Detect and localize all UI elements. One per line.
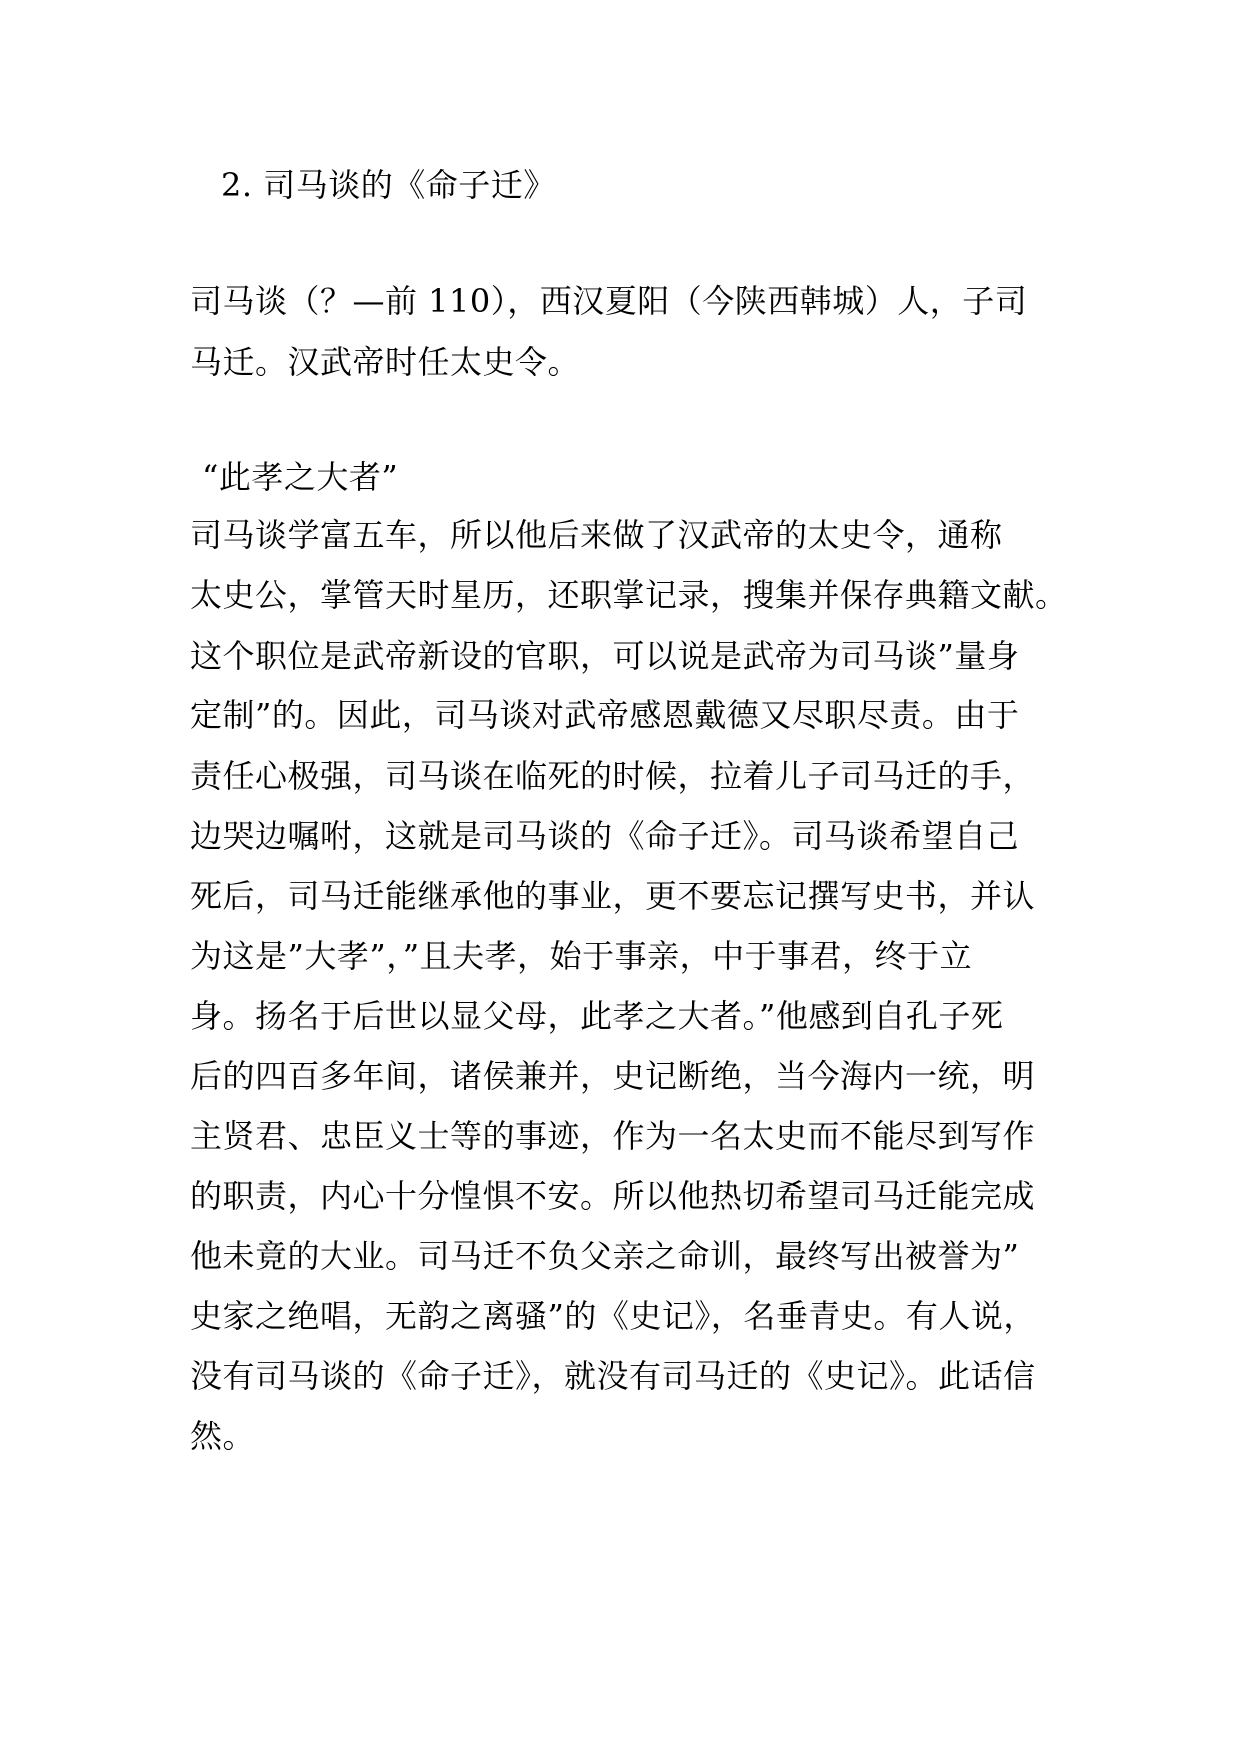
intro-line: 马迁。汉武帝时任太史令。 [190, 343, 581, 381]
intro-line: 司马谈（？—前 110），西汉夏阳（今陕西韩城）人，子司 [190, 282, 1028, 320]
body-text-line: 责任心极强，司马谈在临死的时候，拉着儿子司马迁的手， [190, 757, 1036, 795]
body-text-line: 边哭边嘱咐，这就是司马谈的《命子迁》。司马谈希望自己 [190, 817, 1020, 855]
body-text-line: 后的四百多年间，诸侯兼并，史记断绝，当今海内一统，明 [190, 1057, 1036, 1095]
section-heading: 2. 司马谈的《命子迁》 [221, 166, 556, 204]
quote-subheading: “此孝之大者” [202, 458, 399, 496]
body-text-line: 太史公，掌管天时星历，还职掌记录，搜集并保存典籍文献。 [190, 576, 1068, 614]
body-text-line: 没有司马谈的《命子迁》，就没有司马迁的《史记》。此话信 [190, 1357, 1036, 1395]
body-text-line: 他未竟的大业。司马迁不负父亲之命训，最终写出被誉为” [190, 1237, 1020, 1275]
body-text-line: 定制”的。因此，司马谈对武帝感恩戴德又尽职尽责。由于 [190, 696, 1020, 734]
body-text-line: 司马谈学富五车，所以他后来做了汉武帝的太史令，通称 [190, 516, 1003, 554]
body-text-line: 死后，司马迁能继承他的事业，更不要忘记撰写史书，并认 [190, 877, 1036, 915]
body-text-line: 身。扬名于后世以显父母，此孝之大者。”他感到自孔子死 [190, 997, 1004, 1035]
body-text-line: 史家之绝唱，无韵之离骚”的《史记》，名垂青史。有人说， [190, 1297, 1036, 1335]
body-text-line: 为这是”大孝”，”且夫孝，始于事亲，中于事君，终于立 [190, 937, 973, 975]
body-text-line: 然。 [190, 1417, 256, 1455]
body-text-line: 主贤君、忠臣义士等的事迹，作为一名太史而不能尽到写作 [190, 1117, 1036, 1155]
body-text-line: 的职责，内心十分惶惧不安。所以他热切希望司马迁能完成 [190, 1177, 1036, 1215]
body-text-line: 这个职位是武帝新设的官职，可以说是武帝为司马谈”量身 [190, 637, 1020, 675]
